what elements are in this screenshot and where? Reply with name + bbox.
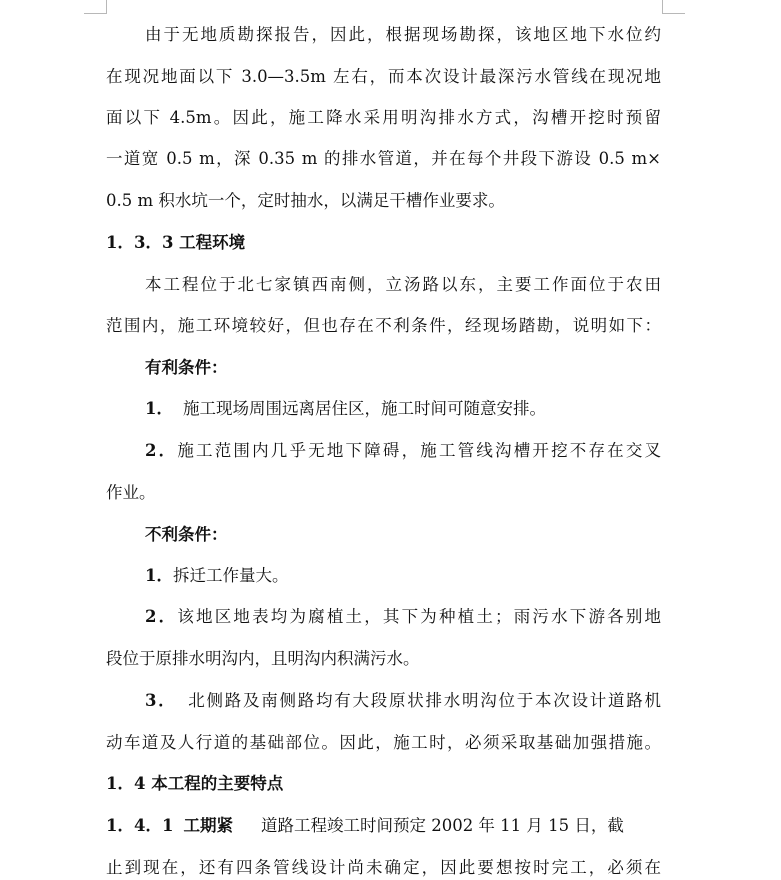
list-item bbox=[145, 565, 288, 587]
paragraph-line: 作业。 bbox=[106, 483, 156, 502]
subheading-unfavorable: 不利条件： bbox=[145, 525, 228, 544]
section-heading: 1．3．3 工程环境 bbox=[106, 233, 246, 252]
paragraph-line: 面以下 4.5m。因此，施工降水采用明沟排水方式，沟槽开挖时预留 bbox=[106, 108, 661, 127]
crop-mark-top-left bbox=[84, 0, 107, 14]
list-item bbox=[145, 398, 546, 420]
paragraph-line: 段位于原排水明沟内，且明沟内积满污水。 bbox=[106, 649, 420, 668]
list-text: 该地区地表均为腐植土，其下为种植土；雨污水下游各别地 bbox=[177, 607, 662, 626]
list-item bbox=[145, 606, 661, 628]
paragraph-line: 本工程位于北七家镇西南侧，立汤路以东，主要工作面位于农田 bbox=[145, 275, 661, 294]
section-heading: 1．4 本工程的主要特点 bbox=[106, 774, 284, 793]
list-text: 施工现场周围远离居住区，施工时间可随意安排。 bbox=[182, 399, 546, 418]
list-item bbox=[145, 690, 661, 712]
paragraph-line: 范围内，施工环境较好，但也存在不利条件，经现场踏勘，说明如下： bbox=[106, 316, 661, 335]
list-number: 1． bbox=[145, 566, 173, 585]
paragraph-line: 止到现在，还有四条管线设计尚未确定，因此要想按时完工，必须在 bbox=[106, 858, 661, 877]
list-text: 施工范围内几乎无地下障碍，施工管线沟槽开挖不存在交叉 bbox=[177, 441, 662, 460]
list-number: 2． bbox=[145, 607, 178, 626]
paragraph-line: 由于无地质勘探报告，因此，根据现场勘探，该地区地下水位约 bbox=[145, 25, 661, 44]
list-number: 3． bbox=[145, 691, 177, 710]
subsection-line bbox=[106, 815, 624, 837]
paragraph-line: 0.5 m 积水坑一个，定时抽水，以满足干槽作业要求。 bbox=[106, 191, 505, 210]
paragraph-line: 一道宽 0.5 m，深 0.35 m 的排水管道，并在每个井段下游设 0.5 m× bbox=[106, 149, 661, 168]
list-item bbox=[145, 440, 661, 462]
crop-mark-top-right bbox=[662, 0, 685, 14]
subsection-title: 工期紧 bbox=[183, 816, 233, 835]
paragraph-line: 在现况地面以下 3.0—3.5m 左右，而本次设计最深污水管线在现况地 bbox=[106, 67, 661, 86]
list-text: 拆迁工作量大。 bbox=[172, 566, 289, 585]
list-number: 1． bbox=[145, 399, 173, 418]
subheading-favorable: 有利条件： bbox=[145, 358, 228, 377]
list-number: 2． bbox=[145, 441, 178, 460]
list-text: 北侧路及南侧路均有大段原状排水明沟位于本次设计道路机 bbox=[186, 691, 661, 710]
paragraph-text: 道路工程竣工时间预定 2002 年 11 月 15 日，截 bbox=[260, 816, 624, 835]
subsection-number: 1．4．1 bbox=[106, 816, 174, 835]
paragraph-line: 动车道及人行道的基础部位。因此，施工时，必须采取基础加强措施。 bbox=[106, 733, 661, 752]
